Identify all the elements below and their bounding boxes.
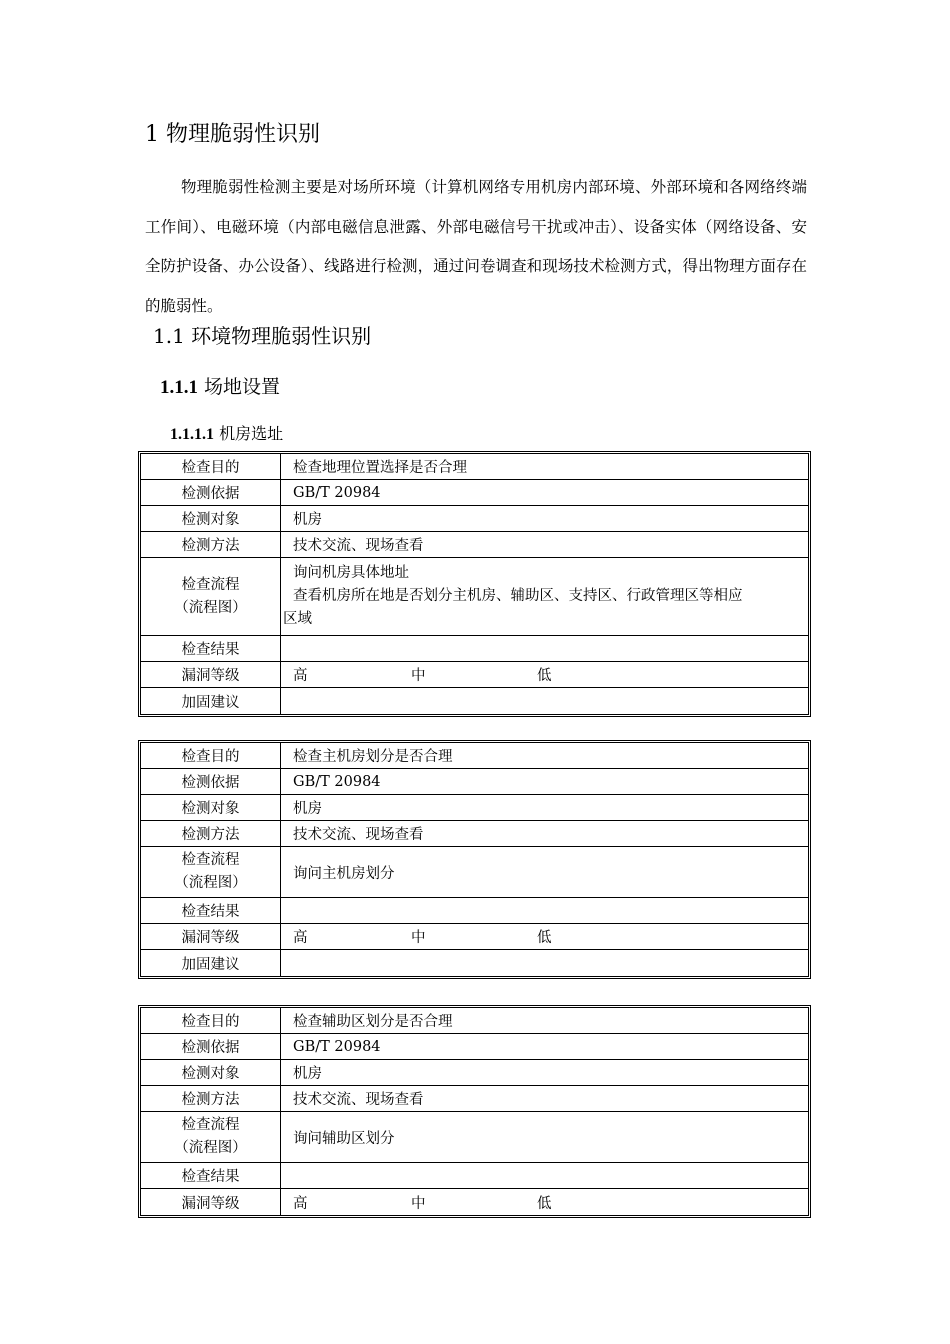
level-mid: 中 xyxy=(411,930,426,946)
value-level xyxy=(281,662,808,687)
intro-paragraph: 物理脆弱性检测主要是对场所环境（计算机网络专用机房内部环境、外部环境和各网络终端工作间）、电磁环境（内部电磁信息泄露、外部电磁信号干扰或冲击）、设备实体（网络设备、安全防护设备、办公设备）、线路进行检测，通过问卷调查和现场技术检测方式，得出物理方面存在的脆弱性。 xyxy=(145,178,807,315)
flow-line: 询问主机房划分 xyxy=(293,865,395,882)
heading-4 xyxy=(170,421,283,444)
table-row xyxy=(141,795,808,821)
table-row xyxy=(141,1163,808,1189)
label-flow-main: 检查流程 xyxy=(181,1117,240,1133)
level-mid: 中 xyxy=(411,668,426,684)
value-basis: GB/T 20984 xyxy=(293,1038,381,1055)
value-level xyxy=(281,924,808,949)
label-flow-sub: （流程图） xyxy=(174,875,247,891)
heading-3-text: 场地设置 xyxy=(204,376,281,398)
table-row xyxy=(141,1034,808,1060)
table-row xyxy=(141,821,808,847)
heading-3 xyxy=(160,372,280,399)
label-method: 检测方法 xyxy=(141,532,281,557)
value-result xyxy=(281,636,808,661)
level-low: 低 xyxy=(537,930,552,946)
value-purpose: 检查主机房划分是否合理 xyxy=(293,749,453,765)
table-row xyxy=(141,1008,808,1034)
table-row xyxy=(141,688,808,714)
value-advice xyxy=(281,950,808,976)
table-row xyxy=(141,506,808,532)
label-method: 检测方法 xyxy=(141,821,281,846)
label-result: 检查结果 xyxy=(141,898,281,923)
heading-4-text: 机房选址 xyxy=(219,424,284,443)
value-basis: GB/T 20984 xyxy=(293,484,381,501)
label-flow-main: 检查流程 xyxy=(181,852,240,868)
label-level: 漏洞等级 xyxy=(141,924,281,949)
label-basis: 检测依据 xyxy=(141,769,281,794)
table-row xyxy=(141,847,808,898)
label-advice: 加固建议 xyxy=(141,688,281,714)
table-row xyxy=(141,662,808,688)
heading-3-number: 1.1.1 xyxy=(160,377,198,398)
level-mid: 中 xyxy=(411,1195,426,1212)
label-level: 漏洞等级 xyxy=(141,662,281,687)
check-table-3 xyxy=(138,1005,811,1218)
value-object: 机房 xyxy=(293,801,322,817)
table-row xyxy=(141,1086,808,1112)
heading-4-number: 1.1.1.1 xyxy=(170,426,214,443)
label-method: 检测方法 xyxy=(141,1086,281,1111)
label-flow-sub: （流程图） xyxy=(174,599,247,616)
value-purpose: 检查辅助区划分是否合理 xyxy=(293,1014,453,1030)
flow-line: 区域 xyxy=(283,611,312,627)
label-flow-sub: （流程图） xyxy=(174,1140,247,1156)
label-basis: 检测依据 xyxy=(141,480,281,505)
table-row xyxy=(141,1189,808,1215)
value-purpose: 检查地理位置选择是否合理 xyxy=(293,460,467,476)
label-flow xyxy=(141,1112,281,1162)
value-result xyxy=(281,898,808,923)
table-row xyxy=(141,950,808,976)
value-method: 技术交流、现场查看 xyxy=(293,1092,424,1108)
label-basis: 检测依据 xyxy=(141,1034,281,1059)
table-row xyxy=(141,532,808,558)
table-row xyxy=(141,898,808,924)
table-row xyxy=(141,1112,808,1163)
check-table-1 xyxy=(138,451,811,717)
label-flow xyxy=(141,558,281,635)
label-purpose: 检查目的 xyxy=(141,743,281,768)
label-object: 检测对象 xyxy=(141,506,281,531)
table-row xyxy=(141,480,808,506)
heading-1: 1 物理脆弱性识别 xyxy=(145,122,320,147)
label-advice: 加固建议 xyxy=(141,950,281,976)
table-row xyxy=(141,558,808,636)
label-object: 检测对象 xyxy=(141,795,281,820)
label-purpose: 检查目的 xyxy=(141,1008,281,1033)
table-row xyxy=(141,454,808,480)
flow-line: 询问辅助区划分 xyxy=(293,1130,395,1147)
label-level: 漏洞等级 xyxy=(141,1189,281,1215)
heading-2: 1.1 环境物理脆弱性识别 xyxy=(153,324,372,348)
label-flow xyxy=(141,847,281,897)
value-basis: GB/T 20984 xyxy=(293,773,381,790)
value-method: 技术交流、现场查看 xyxy=(293,827,424,843)
table-row xyxy=(141,1060,808,1086)
label-flow-main: 检查流程 xyxy=(181,576,240,593)
level-high: 高 xyxy=(293,1195,308,1212)
value-method: 技术交流、现场查看 xyxy=(293,538,424,554)
flow-line: 询问机房具体地址 xyxy=(293,565,409,581)
value-flow xyxy=(281,1112,808,1162)
level-low: 低 xyxy=(537,668,552,684)
value-object: 机房 xyxy=(293,512,322,528)
table-row xyxy=(141,924,808,950)
table-row xyxy=(141,769,808,795)
value-object: 机房 xyxy=(293,1066,322,1082)
value-level xyxy=(281,1189,808,1215)
value-flow xyxy=(281,847,808,897)
level-high: 高 xyxy=(293,668,308,684)
level-low: 低 xyxy=(537,1195,552,1212)
table-row xyxy=(141,636,808,662)
value-advice xyxy=(281,688,808,714)
level-high: 高 xyxy=(293,930,308,946)
label-result: 检查结果 xyxy=(141,1163,281,1188)
value-result xyxy=(281,1163,808,1188)
label-object: 检测对象 xyxy=(141,1060,281,1085)
value-flow xyxy=(281,558,808,635)
label-result: 检查结果 xyxy=(141,636,281,661)
table-row xyxy=(141,743,808,769)
label-purpose: 检查目的 xyxy=(141,454,281,479)
flow-line: 查看机房所在地是否划分主机房、辅助区、支持区、行政管理区等相应 xyxy=(293,588,743,604)
check-table-2 xyxy=(138,740,811,979)
